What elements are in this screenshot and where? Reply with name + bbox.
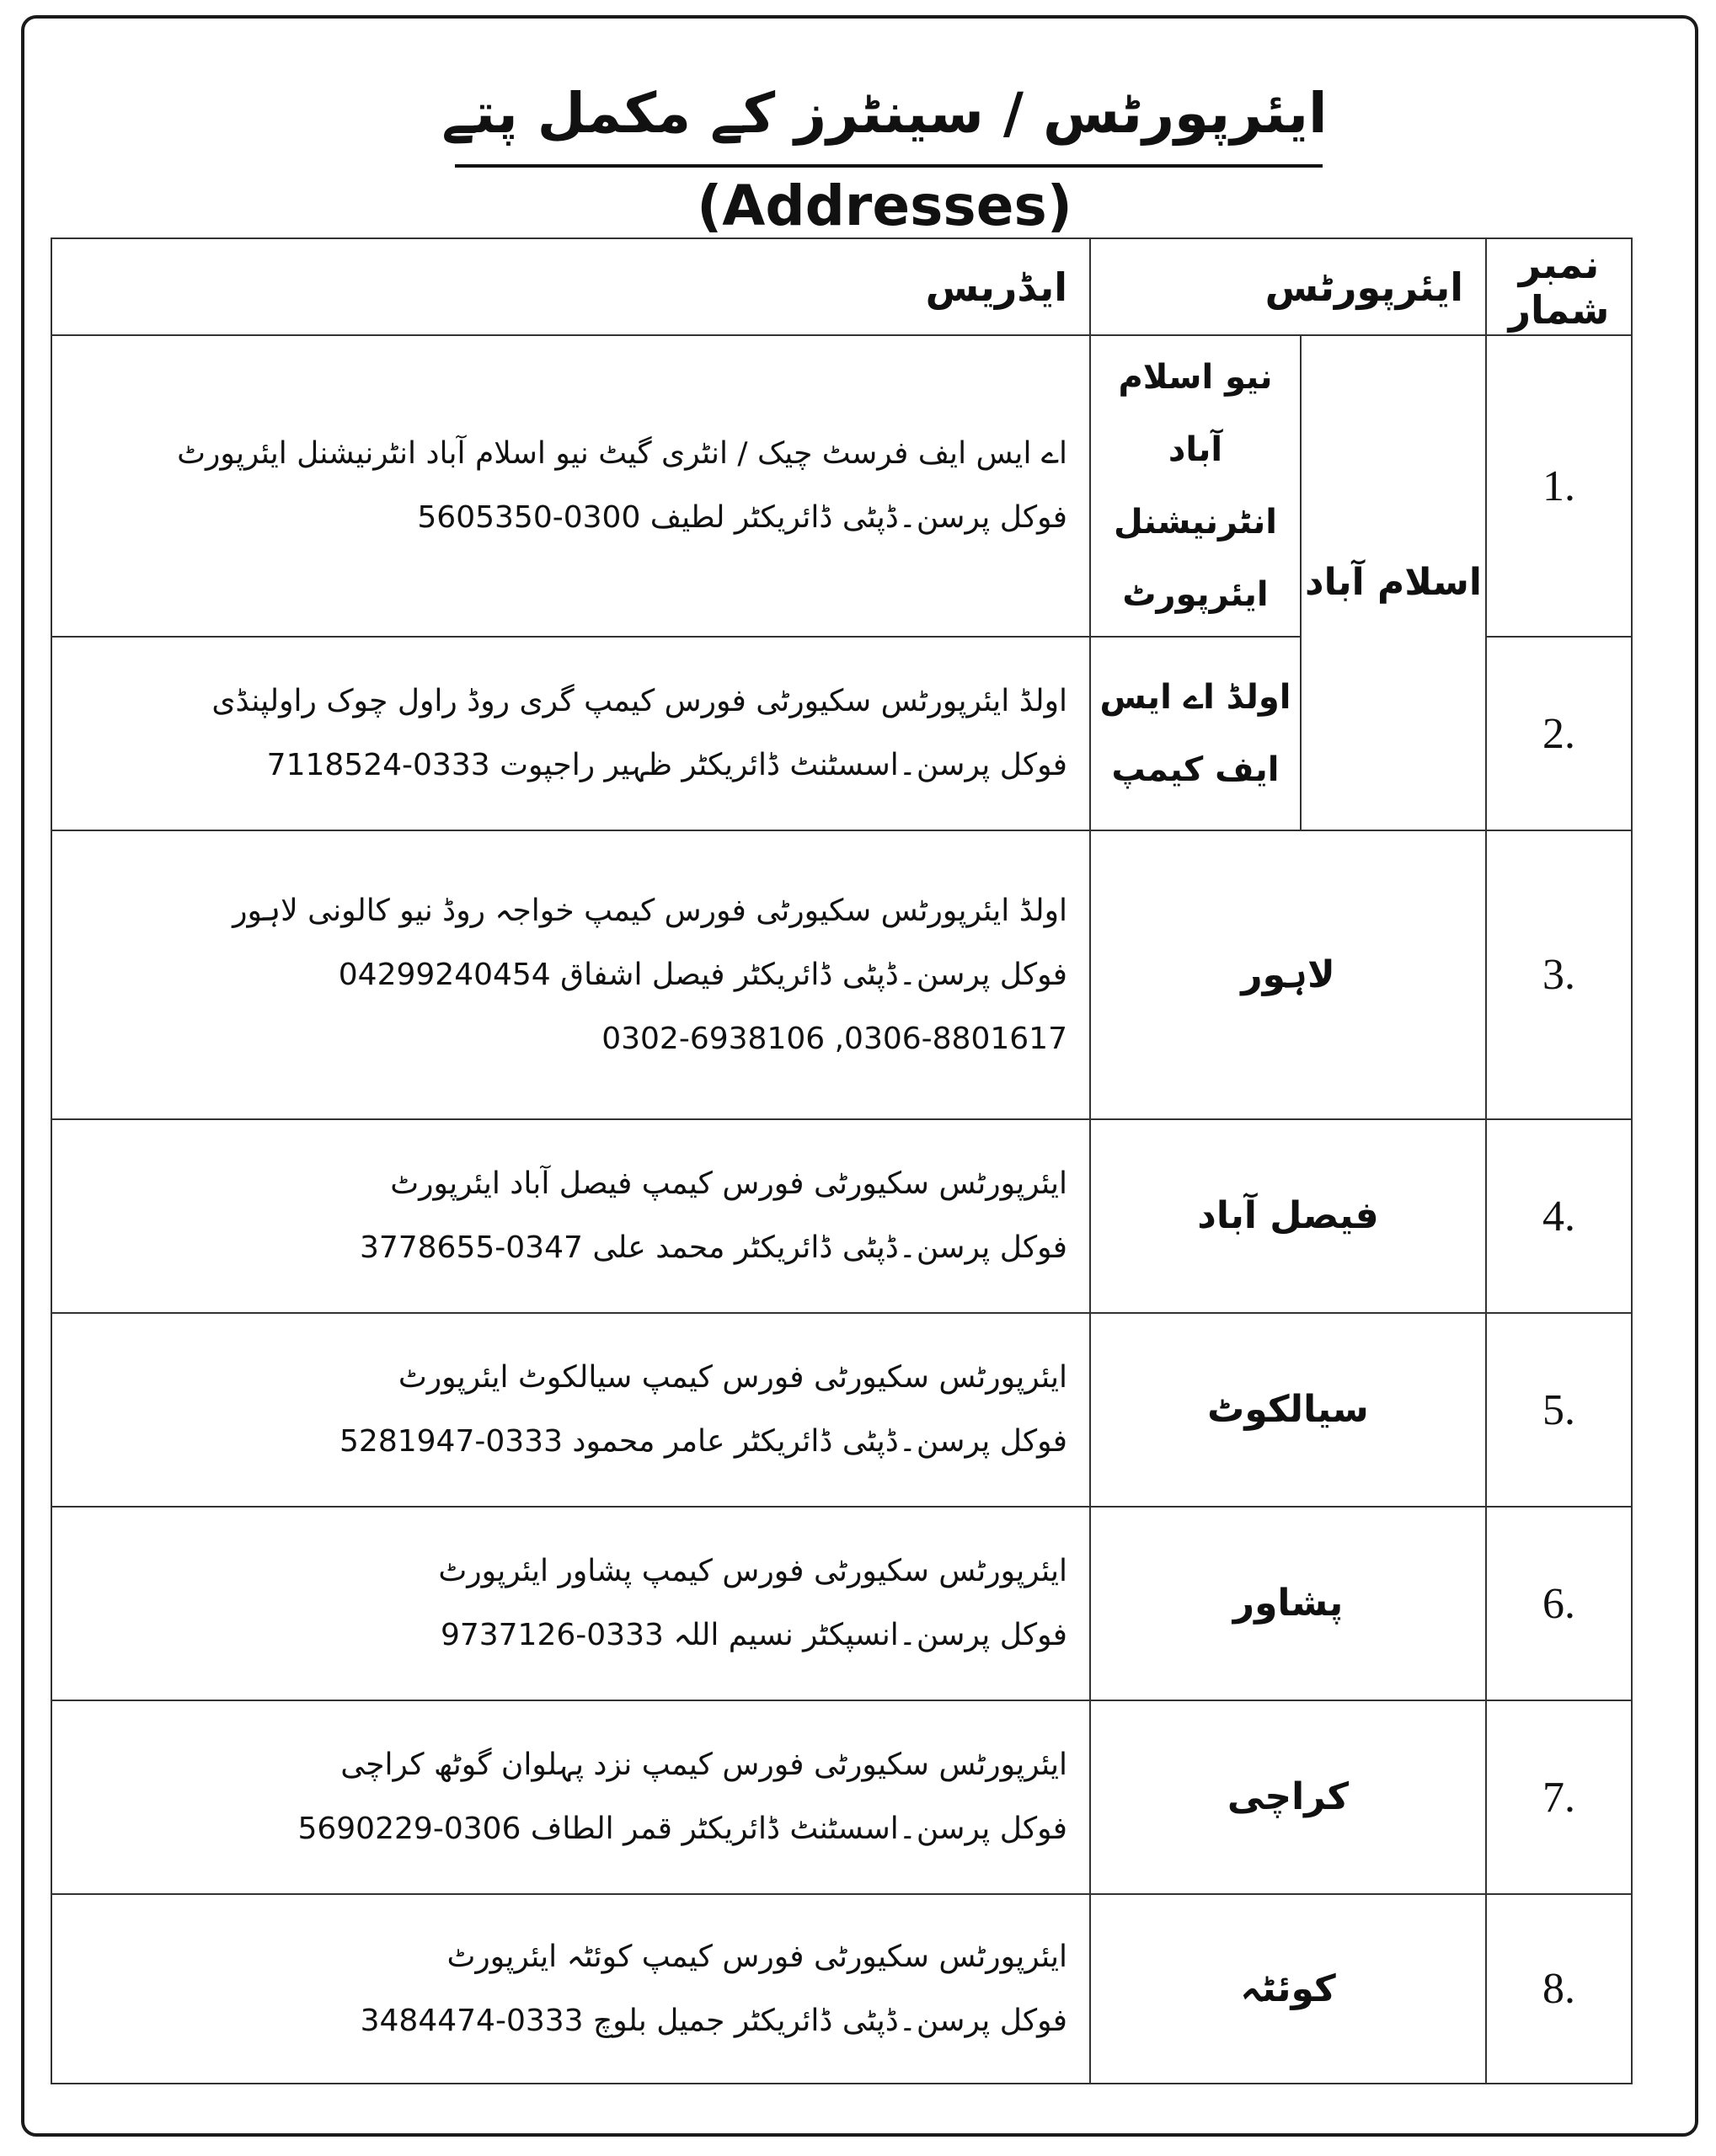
city-cell: اسلام آباد	[1301, 335, 1486, 830]
address-line: 0306-8801617, 0302-6938106	[601, 1021, 1067, 1056]
city-cell: پشاور	[1090, 1507, 1486, 1700]
serial-cell: 2.	[1486, 637, 1632, 830]
serial-cell: 5.	[1486, 1313, 1632, 1507]
address-cell	[51, 1119, 1090, 1313]
address-line: فوکل پرسن۔ڈپٹی ڈائریکٹر فیصل اشفاق 04299240454	[338, 957, 1067, 992]
table-row	[51, 1313, 1632, 1507]
serial-cell: 8.	[1486, 1894, 1632, 2084]
header-address: ایڈریس	[51, 238, 1090, 335]
address-cell	[51, 1313, 1090, 1507]
address-line: فوکل پرسن۔انسپکٹر نسیم اللہ 0333-9737126	[440, 1618, 1067, 1652]
table-row	[51, 1894, 1632, 2084]
serial-cell: 4.	[1486, 1119, 1632, 1313]
address-cell	[51, 830, 1090, 1119]
address-cell	[51, 1507, 1090, 1700]
serial-cell: 1.	[1486, 335, 1632, 637]
addresses-table	[51, 237, 1633, 2084]
address-line: فوکل پرسن۔ڈپٹی ڈائریکٹر لطیف 0300-5605350	[417, 500, 1067, 535]
address-line: فوکل پرسن۔ڈپٹی ڈائریکٹر عامر محمود 0333-5281947	[339, 1424, 1067, 1459]
address-line: فوکل پرسن۔ڈپٹی ڈائریکٹر جمیل بلوچ 0333-3484474	[360, 2003, 1067, 2038]
table-row	[51, 1119, 1632, 1313]
city-cell: فیصل آباد	[1090, 1119, 1486, 1313]
address-line: ایئرپورٹس سکیورٹی فورس کیمپ کوئٹہ ایئرپورٹ	[446, 1939, 1067, 1974]
city-cell: کوئٹہ	[1090, 1894, 1486, 2084]
table-row	[51, 335, 1632, 637]
address-cell	[51, 637, 1090, 830]
address-line: فوکل پرسن۔ڈپٹی ڈائریکٹر محمد علی 0347-3778655	[359, 1230, 1067, 1265]
page-title-urdu: ایئرپورٹس / سینٹرز کے مکمل پتے	[441, 81, 1328, 146]
airport-cell: نیو اسلام آباد انٹرنیشنل ایئرپورٹ	[1090, 335, 1301, 637]
header-serial: نمبر شمار	[1486, 238, 1632, 335]
address-line: ایئرپورٹس سکیورٹی فورس کیمپ نزد پہلوان گوٹھ کراچی	[340, 1748, 1067, 1782]
city-cell: سیالکوٹ	[1090, 1313, 1486, 1507]
address-line: فوکل پرسن۔اسسٹنٹ ڈائریکٹر قمر الطاف 0306-5690229	[297, 1812, 1067, 1846]
page-title	[438, 67, 1331, 253]
address-line: ایئرپورٹس سکیورٹی فورس کیمپ پشاور ایئرپورٹ	[438, 1554, 1067, 1588]
serial-cell: 7.	[1486, 1700, 1632, 1894]
city-cell: کراچی	[1090, 1700, 1486, 1894]
address-line: اے ایس ایف فرسٹ چیک / انٹری گیٹ نیو اسلام آباد انٹرنیشنل ایئرپورٹ	[177, 436, 1067, 471]
page-title-english: (Addresses)	[697, 173, 1072, 238]
address-line: اولڈ ایئرپورٹس سکیورٹی فورس کیمپ گری روڈ راول چوک راولپنڈی	[211, 684, 1067, 718]
table-row	[51, 830, 1632, 1119]
table-row	[51, 1507, 1632, 1700]
title-underline	[455, 164, 1323, 168]
header-airports: ایئرپورٹس	[1090, 238, 1486, 335]
serial-cell: 6.	[1486, 1507, 1632, 1700]
table-header-row	[51, 238, 1632, 335]
address-cell	[51, 1894, 1090, 2084]
airport-cell: اولڈ اے ایس ایف کیمپ	[1090, 637, 1301, 830]
address-line: فوکل پرسن۔اسسٹنٹ ڈائریکٹر ظہیر راجپوت 0333-7118524	[266, 748, 1067, 782]
address-cell	[51, 335, 1090, 637]
serial-cell: 3.	[1486, 830, 1632, 1119]
table-row	[51, 1700, 1632, 1894]
address-line: ایئرپورٹس سکیورٹی فورس کیمپ فیصل آباد ایئرپورٹ	[390, 1166, 1067, 1201]
address-line: اولڈ ایئرپورٹس سکیورٹی فورس کیمپ خواجہ روڈ نیو کالونی لاہور	[233, 893, 1067, 928]
address-cell	[51, 1700, 1090, 1894]
address-line: ایئرپورٹس سکیورٹی فورس کیمپ سیالکوٹ ایئرپورٹ	[398, 1360, 1067, 1395]
city-cell: لاہور	[1090, 830, 1486, 1119]
